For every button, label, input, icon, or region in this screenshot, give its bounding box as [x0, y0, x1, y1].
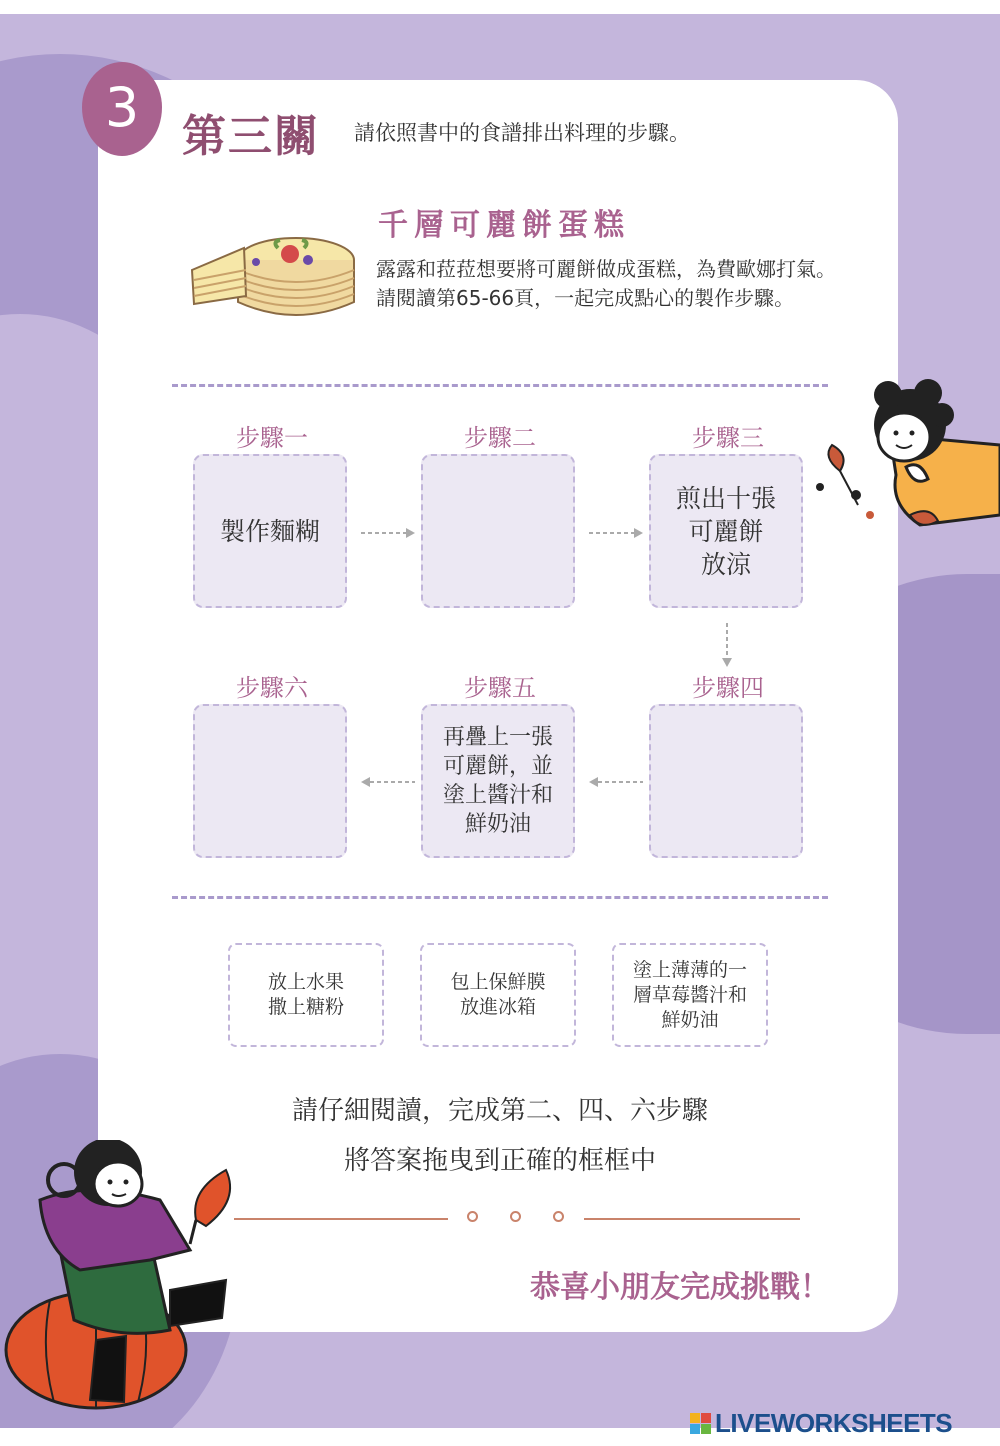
step-text: 煎出十張 可麗餅 放涼	[675, 483, 776, 579]
option-text: 塗上薄薄的一 層草莓醬汁和 鮮奶油	[632, 958, 747, 1031]
girl-with-leaf-illustration	[810, 375, 1000, 545]
level-title: 第三關	[182, 111, 320, 162]
decorative-line	[234, 1218, 448, 1220]
instruction-text: 請依照書中的食譜排出料理的步驟。	[354, 121, 690, 145]
brand-logo	[690, 1406, 990, 1440]
step-box-3	[649, 454, 803, 608]
step-box-1	[193, 454, 347, 608]
step-label: 步驟六	[236, 674, 308, 702]
footer-instruction: 請仔細閱讀，完成第二、四、六步驟	[291, 1096, 708, 1126]
step-box-2-dropzone[interactable]	[421, 454, 575, 608]
option-text: 放上水果 撒上糖粉	[267, 971, 344, 1018]
draggable-option[interactable]	[612, 943, 768, 1047]
logo-tile	[690, 1413, 700, 1423]
step-box-5	[421, 704, 575, 858]
arrow-down-icon	[720, 622, 734, 668]
brand-logo-icon	[690, 1413, 711, 1434]
decorative-dot	[510, 1211, 521, 1222]
congrats-text: 恭喜小朋友完成挑戰！	[530, 1270, 830, 1305]
step-text: 再疊上一張 可麗餅，並 塗上醬汁和 鮮奶油	[442, 725, 553, 837]
step-label: 步驟五	[464, 674, 536, 702]
step-box-6-dropzone[interactable]	[193, 704, 347, 858]
arrow-right-icon	[588, 526, 644, 540]
logo-tile	[701, 1413, 711, 1423]
decorative-dot	[553, 1211, 564, 1222]
draggable-option[interactable]	[420, 943, 576, 1047]
decorative-line	[584, 1218, 800, 1220]
step-label: 步驟二	[464, 424, 536, 452]
cake-illustration	[186, 220, 356, 330]
step-label: 步驟三	[692, 424, 764, 452]
draggable-option[interactable]	[228, 943, 384, 1047]
footer-instruction: 將答案拖曳到正確的框框中	[343, 1146, 656, 1176]
decorative-dot	[467, 1211, 478, 1222]
logo-tile	[701, 1424, 711, 1434]
logo-tile	[690, 1424, 700, 1434]
step-text: 製作麵糊	[219, 516, 320, 546]
brand-name: LIVEWORKSHEETS	[715, 1407, 953, 1438]
option-text: 包上保鮮膜 放進冰箱	[450, 971, 546, 1018]
divider	[172, 384, 828, 387]
recipe-title: 千層可麗餅蛋糕	[378, 208, 630, 243]
level-number-badge: 3	[82, 62, 162, 156]
boy-on-pumpkin-illustration	[0, 1140, 250, 1410]
step-box-4-dropzone[interactable]	[649, 704, 803, 858]
recipe-description: 露露和菈菈想要將可麗餅做成蛋糕，為費歐娜打氣。請閱讀第65-66頁，一起完成點心的製作步驟。	[376, 257, 836, 310]
arrow-left-icon	[588, 775, 644, 789]
arrow-left-icon	[360, 775, 416, 789]
arrow-right-icon	[360, 526, 416, 540]
step-label: 步驟一	[236, 424, 308, 452]
divider	[172, 896, 828, 899]
step-label: 步驟四	[692, 674, 764, 702]
